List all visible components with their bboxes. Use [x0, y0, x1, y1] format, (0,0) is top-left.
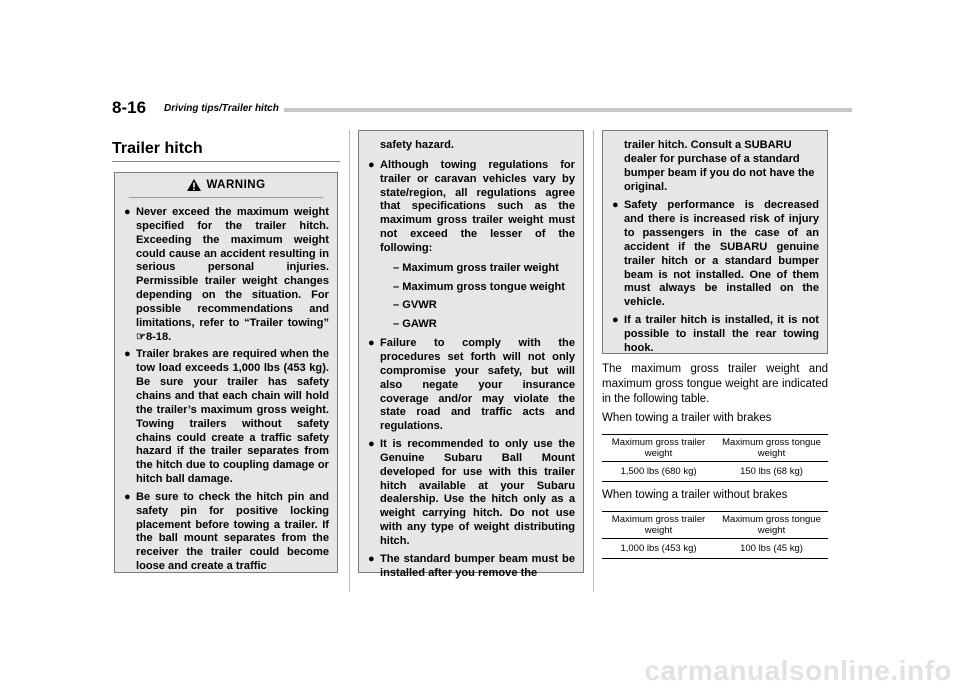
- table-caption: When towing a trailer with brakes: [602, 412, 772, 424]
- title-rule: [112, 161, 340, 162]
- intro-paragraph: The maximum gross trailer weight and maximum gross tongue weight are indicated in the following table.: [602, 363, 828, 405]
- warning-item: ● Never exceed the maximum weight specified for the trailer hitch. Exceeding the maximum weight could cause an accident resulting in serious personal injuries. Permissible trailer weight changes depending on the situation. For possible recommendations and limitations, refer to “Trailer towing” ☞8-18.: [124, 206, 329, 343]
- table-cell: 1,000 lbs (453 kg): [602, 539, 715, 559]
- warning-continuation: trailer hitch. Consult a SUBARU dealer for purchase of a standard bumper beam if you do not have the original.: [624, 139, 815, 193]
- warning-item: ● Safety performance is decreased and there is increased risk of injury to passengers in the case of an accident if the SUBARU genuine trailer hitch or a standard bumper beam is not installed. One of them must always be installed on the vehicle.: [612, 199, 819, 309]
- column-divider: [349, 130, 350, 592]
- warning-item: ● Trailer brakes are required when the tow load exceeds 1,000 lbs (453 kg). Be sure your trailer has safety chains and that each chain will hold the trailer’s maximum gross weight. Towing trailers without safety chains could create a traffic safety hazard if the trailer separates from the hitch due to coupling damage or hitch ball damage.: [124, 348, 329, 486]
- table-header: Maximum gross tongue weight: [715, 435, 828, 462]
- sub-item: – GVWR: [393, 299, 437, 312]
- bullet-icon: ●: [368, 552, 375, 565]
- bullet-icon: ●: [612, 199, 619, 212]
- warning-item: ● The standard bumper beam must be installed after you remove the: [368, 552, 575, 579]
- warning-item: ● Failure to comply with the procedures set forth will not only compromise your safety, but will also negate your insurance coverage and/or may violate the state road and traffic acts and regulations.: [368, 337, 575, 433]
- sub-item: – Maximum gross trailer weight: [393, 261, 559, 274]
- column-divider: [593, 130, 594, 592]
- table-header: Maximum gross tongue weight: [715, 512, 828, 539]
- warning-box: [114, 172, 338, 573]
- warning-item: ● Although towing regulations for trailer or caravan vehicles vary by state/region, all regulations agree that specifications such as the maximum gross trailer weight must not exceed the lesser of the following: – Maximum gross trailer weight – Maximum gross tongue weight – GVWR – GAWR: [368, 158, 575, 331]
- bullet-icon: ●: [368, 158, 375, 171]
- table-cell: 1,500 lbs (680 kg): [602, 462, 715, 482]
- sub-item: – GAWR: [393, 318, 437, 331]
- header-rule: [284, 108, 852, 112]
- warning-item: ● It is recommended to only use the Genuine Subaru Ball Mount developed for use with this trailer hitch available at your Subaru dealership. Use the hitch only as a weight carrying hitch. Do not use with any type of weight distributing hitch.: [368, 438, 575, 547]
- bullet-icon: ●: [612, 314, 619, 327]
- watermark: carmanualsonline.info: [644, 655, 952, 686]
- warning-header: [129, 173, 323, 198]
- warning-label: WARNING: [206, 179, 266, 191]
- table-cell: 100 lbs (45 kg): [715, 539, 828, 559]
- bullet-icon: ●: [368, 337, 375, 350]
- warning-item: ● Be sure to check the hitch pin and safety pin for positive locking placement before towing a trailer. If the ball mount separates from the receiver the trailer could become loose and create a traffic: [124, 490, 329, 573]
- bullet-icon: ●: [124, 490, 131, 503]
- with-brakes-table: [602, 434, 828, 482]
- warning-box-continued-2: [602, 130, 828, 354]
- section-title: Driving tips/Trailer hitch: [164, 103, 279, 114]
- warning-box-continued: [358, 130, 584, 579]
- warning-continuation: safety hazard.: [380, 139, 454, 151]
- warning-triangle-icon: [186, 178, 202, 192]
- table-header: Maximum gross trailer weight: [602, 512, 715, 539]
- table-cell: 150 lbs (68 kg): [715, 462, 828, 482]
- bullet-icon: ●: [124, 348, 131, 361]
- bullet-icon: ●: [124, 206, 131, 218]
- page-number: 8-16: [112, 98, 147, 117]
- page-title: Trailer hitch: [112, 140, 203, 157]
- without-brakes-table: [602, 511, 828, 559]
- warning-item: ● If a trailer hitch is installed, it is not possible to install the rear towing hook.: [612, 314, 819, 354]
- page-header: [112, 98, 852, 118]
- table-caption: When towing a trailer without brakes: [602, 489, 788, 501]
- table-header: Maximum gross trailer weight: [602, 435, 715, 462]
- bullet-icon: ●: [368, 438, 375, 451]
- sub-item: – Maximum gross tongue weight: [393, 280, 565, 293]
